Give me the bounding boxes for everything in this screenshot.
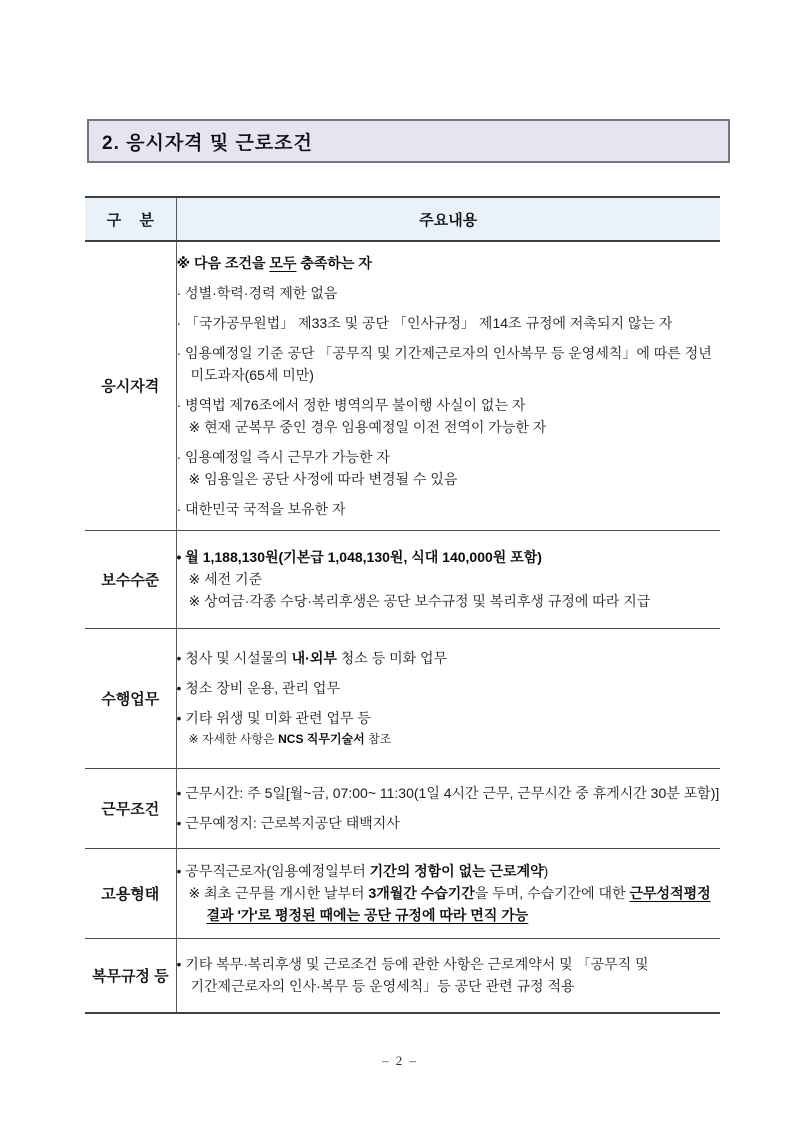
content-line bbox=[177, 546, 721, 568]
text-segment: ※ 세전 기준 bbox=[188, 571, 263, 587]
content-line bbox=[177, 882, 721, 926]
content-line bbox=[189, 568, 721, 590]
row-label: 복무규정 등 bbox=[85, 938, 176, 1013]
text-segment: • 기타 복무·복리후생 및 근로조건 등에 관한 사항은 근로계약서 및 「공무직 및 기간제근로자의 인사·복무 등 운영세칙」등 공단 관련 규정 적용 bbox=[176, 956, 649, 995]
text-segment: ※ 상여금·각종 수당·복리후생은 공단 보수규정 및 복리후생 규정에 따라 지급 bbox=[188, 593, 651, 609]
text-segment: • 근무예정지: 근로복지공단 태백지사 bbox=[176, 815, 400, 831]
col-header-category: 구 분 bbox=[85, 197, 176, 241]
row-label: 근무조건 bbox=[85, 768, 176, 848]
text-segment: ※ 임용일은 공단 사정에 따라 변경될 수 있음 bbox=[188, 470, 458, 487]
row-content bbox=[176, 628, 720, 768]
text-segment: 기간의 정함이 없는 근로계약 bbox=[369, 863, 544, 879]
text-segment: · 병역법 제76조에서 정한 병역의무 불이행 사실이 없는 자 bbox=[176, 396, 526, 413]
content-line bbox=[177, 498, 721, 520]
table-row bbox=[85, 241, 720, 530]
section-title-box bbox=[87, 119, 730, 163]
text-segment: 모두 bbox=[269, 254, 297, 271]
qualification-table bbox=[85, 196, 720, 1014]
text-segment: 근무성적평정 결과 '가'로 평정된 때에는 공단 규정에 따라 면직 가능 bbox=[206, 885, 711, 923]
content-line bbox=[177, 707, 721, 729]
text-segment: ※ 자세한 사항은 bbox=[188, 732, 279, 746]
text-segment: 청소 등 미화 업무 bbox=[336, 650, 448, 666]
content-line bbox=[189, 468, 721, 490]
row-content bbox=[176, 938, 720, 1013]
col-header-main-content: 주요내용 bbox=[176, 197, 720, 241]
content-line bbox=[177, 312, 721, 334]
text-segment: 참조 bbox=[364, 732, 392, 746]
content-line bbox=[177, 860, 721, 882]
text-segment: 3개월간 수습기간 bbox=[368, 885, 475, 901]
table-row bbox=[85, 628, 720, 768]
page-number: – 2 – bbox=[382, 1053, 418, 1068]
content-line bbox=[177, 342, 721, 386]
table-row bbox=[85, 768, 720, 848]
content-line bbox=[189, 729, 721, 749]
table-row bbox=[85, 938, 720, 1013]
content-line bbox=[189, 416, 721, 438]
row-label: 보수수준 bbox=[85, 530, 176, 628]
content-line bbox=[177, 782, 721, 804]
content-line bbox=[177, 647, 721, 669]
content-line bbox=[177, 446, 721, 468]
section-title: 2. 응시자격 및 근로조건 bbox=[102, 132, 313, 154]
table-row bbox=[85, 848, 720, 938]
content-line bbox=[177, 394, 721, 416]
content-line bbox=[177, 812, 721, 834]
text-segment: NCS 직무기술서 bbox=[278, 732, 365, 746]
text-segment: • 월 1,188,130원(기본급 1,048,130원, 식대 140,000원 포함) bbox=[176, 549, 542, 565]
text-segment: · 임용예정일 즉시 근무가 가능한 자 bbox=[176, 448, 390, 465]
text-segment: • 청사 및 시설물의 bbox=[176, 650, 292, 666]
row-content bbox=[176, 530, 720, 628]
text-segment: 내·외부 bbox=[291, 650, 337, 666]
row-label: 고용형태 bbox=[85, 848, 176, 938]
text-segment: • 청소 장비 운용, 관리 업무 bbox=[176, 680, 340, 696]
text-segment: 충족하는 자 bbox=[296, 254, 372, 271]
text-segment: · 성별·학력·경력 제한 없음 bbox=[176, 284, 338, 301]
content-line bbox=[177, 282, 721, 304]
row-label: 응시자격 bbox=[85, 241, 176, 530]
text-segment: • 근무시간: 주 5일[월~금, 07:00~ 11:30(1일 4시간 근무, 근무시간 중 휴게시간 30분 포함)] bbox=[176, 785, 720, 801]
text-segment: · 「국가공무원법」 제33조 및 공단 「인사규정」 제14조 규정에 저촉되지 않는 자 bbox=[176, 314, 673, 331]
content-line bbox=[177, 677, 721, 699]
text-segment: ※ 현재 군복무 중인 경우 임용예정일 이전 전역이 가능한 자 bbox=[188, 418, 547, 435]
text-segment: 을 두며, 수습기간에 대한 bbox=[474, 885, 630, 901]
text-segment: · 임용예정일 기준 공단 「공무직 및 기간제근로자의 인사복무 등 운영세칙」에 따른 정년 미도과자(65세 미만) bbox=[176, 344, 712, 383]
content-line bbox=[177, 252, 721, 274]
content-line bbox=[189, 590, 721, 612]
row-content bbox=[176, 768, 720, 848]
row-content bbox=[176, 848, 720, 938]
content-line bbox=[177, 953, 721, 997]
text-segment: ※ 다음 조건을 bbox=[176, 254, 270, 271]
text-segment: ) bbox=[543, 863, 549, 879]
row-label: 수행업무 bbox=[85, 628, 176, 768]
table-row bbox=[85, 530, 720, 628]
row-content bbox=[176, 241, 720, 530]
text-segment: · 대한민국 국적을 보유한 자 bbox=[176, 500, 346, 517]
text-segment: • 공무직근로자(임용예정일부터 bbox=[176, 863, 370, 879]
table-header-row bbox=[85, 197, 720, 241]
text-segment: • 기타 위생 및 미화 관련 업무 등 bbox=[176, 710, 371, 726]
text-segment: ※ 최초 근무를 개시한 날부터 bbox=[188, 885, 369, 901]
